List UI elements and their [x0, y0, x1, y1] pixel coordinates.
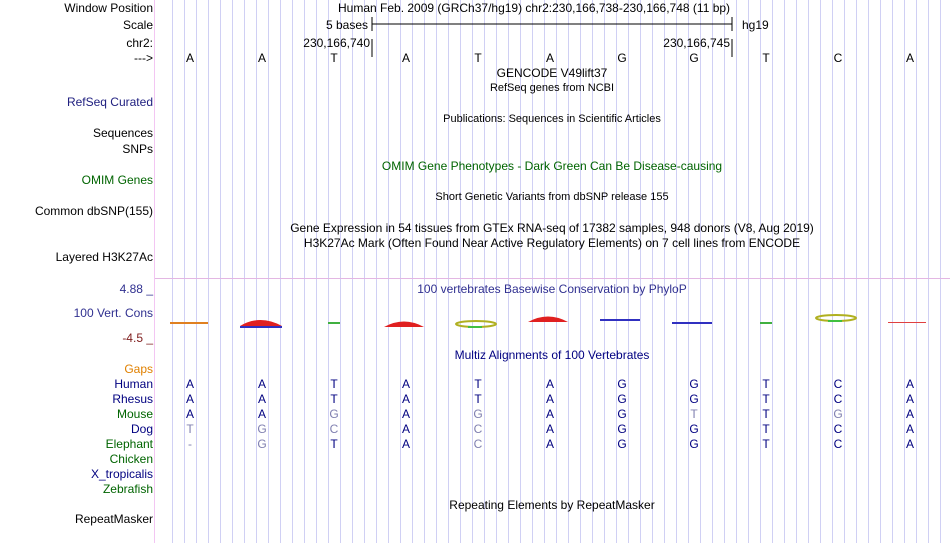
conservation-logo-green-flat	[310, 314, 358, 330]
gridline	[676, 0, 677, 543]
species-label[interactable]: Dog	[130, 422, 153, 436]
species-label[interactable]: Zebrafish	[102, 482, 153, 496]
omim-track-label[interactable]: OMIM Genes	[81, 173, 153, 187]
aligned-base: A	[401, 392, 410, 406]
aligned-base: C	[833, 422, 843, 436]
aligned-base: A	[185, 407, 194, 421]
conservation-logo-orange-flat	[166, 314, 214, 330]
species-label[interactable]: Chicken	[109, 452, 153, 466]
conservation-logo-yellow-green-oval	[454, 314, 502, 330]
conservation-logo-red-peak	[526, 309, 574, 325]
aligned-base: T	[762, 392, 770, 406]
gridline	[760, 0, 761, 543]
aligned-base: T	[762, 377, 770, 391]
aligned-base: G	[689, 392, 699, 406]
aligned-base: A	[545, 407, 554, 421]
gridline	[412, 0, 413, 543]
gridline	[724, 0, 725, 543]
gridline	[448, 0, 449, 543]
conservation-logo-red-peak	[382, 314, 430, 330]
gridline	[628, 0, 629, 543]
gridline	[184, 0, 185, 543]
gridline	[832, 0, 833, 543]
gridline	[928, 0, 929, 543]
dbsnp-track-label[interactable]: Common dbSNP(155)	[34, 204, 153, 218]
gridline	[328, 0, 329, 543]
reference-base: C	[833, 51, 843, 65]
gridline	[292, 0, 293, 543]
publications-track-title[interactable]: Publications: Sequences in Scientific Articles	[443, 113, 661, 125]
aligned-base: G	[617, 437, 627, 451]
gridline	[244, 0, 245, 543]
gridline	[688, 0, 689, 543]
gridline	[388, 0, 389, 543]
gencode-track-title[interactable]: GENCODE V49lift37	[496, 66, 608, 80]
gridline	[436, 0, 437, 543]
dbsnp-track-title[interactable]: Short Genetic Variants from dbSNP release 155	[435, 191, 669, 203]
gridline	[208, 0, 209, 543]
aligned-base: G	[617, 407, 627, 421]
gridline	[640, 0, 641, 543]
gridline	[856, 0, 857, 543]
aligned-base: G	[617, 392, 627, 406]
conservation-logo-blue-flat	[598, 311, 646, 327]
repeat-track-label[interactable]: RepeatMasker	[74, 512, 153, 526]
aligned-base: G	[473, 407, 483, 421]
conservation-logo-blue-flat	[670, 314, 718, 330]
gridline	[892, 0, 893, 543]
cons-max-label: 4.88 _	[119, 282, 153, 296]
aligned-base: C	[329, 422, 339, 436]
reference-base: T	[330, 51, 338, 65]
refseq-track-label[interactable]: RefSeq Curated	[66, 95, 153, 109]
gridline	[376, 0, 377, 543]
conservation-logo-red-peak-blue-base	[238, 314, 286, 330]
species-label[interactable]: Mouse	[116, 407, 153, 421]
gridline	[916, 0, 917, 543]
gridline	[364, 0, 365, 543]
aligned-base: A	[545, 377, 554, 391]
scale-text: 5 bases	[325, 18, 368, 32]
chrom-label: chr2:	[126, 36, 153, 50]
cons-track-label[interactable]: 100 Vert. Cons	[73, 306, 153, 320]
conservation-logo-red-flat	[886, 314, 934, 330]
aligned-base: A	[545, 392, 554, 406]
gridline	[172, 0, 173, 543]
aligned-base: A	[401, 422, 410, 436]
conservation-logo-green-flat	[742, 314, 790, 330]
gridline	[280, 0, 281, 543]
gridline	[196, 0, 197, 543]
aligned-base: C	[833, 392, 843, 406]
conservation-logo-yellow-green-oval	[814, 308, 862, 324]
aligned-base: A	[905, 437, 914, 451]
coord-right: 230,166,745	[663, 36, 730, 50]
aligned-base: A	[257, 407, 266, 421]
aligned-base: G	[689, 437, 699, 451]
reference-base: A	[545, 51, 554, 65]
aligned-base: A	[545, 437, 554, 451]
aligned-base: A	[401, 377, 410, 391]
aligned-base: C	[473, 437, 483, 451]
aligned-base: A	[185, 392, 194, 406]
gridline	[940, 0, 941, 543]
aligned-base: T	[762, 437, 770, 451]
gridline	[880, 0, 881, 543]
gridline	[820, 0, 821, 543]
gridline	[904, 0, 905, 543]
assembly-label: hg19	[742, 18, 769, 32]
gridline	[400, 0, 401, 543]
gridline	[796, 0, 797, 543]
gridline	[748, 0, 749, 543]
aligned-base: T	[330, 437, 338, 451]
reference-base: G	[617, 51, 627, 65]
gridline	[304, 0, 305, 543]
aligned-base: A	[905, 392, 914, 406]
aligned-base: T	[690, 407, 698, 421]
scale-label: Scale	[122, 18, 153, 32]
coord-left: 230,166,740	[303, 36, 370, 50]
aligned-base: T	[474, 392, 482, 406]
gridline	[424, 0, 425, 543]
aligned-base: G	[257, 422, 267, 436]
strand-label: --->	[134, 51, 153, 65]
aligned-base: G	[833, 407, 843, 421]
gridline	[772, 0, 773, 543]
gridline	[808, 0, 809, 543]
gridline	[268, 0, 269, 543]
species-label[interactable]: Elephant	[105, 437, 153, 451]
gridline	[256, 0, 257, 543]
reference-base: T	[474, 51, 482, 65]
gridline	[232, 0, 233, 543]
aligned-base: G	[257, 437, 267, 451]
reference-base: G	[689, 51, 699, 65]
gridline	[736, 0, 737, 543]
aligned-base: G	[617, 422, 627, 436]
aligned-base: A	[401, 437, 410, 451]
aligned-base: T	[330, 392, 338, 406]
gridline	[712, 0, 713, 543]
aligned-base: A	[257, 392, 266, 406]
aligned-base: T	[330, 377, 338, 391]
gridline	[340, 0, 341, 543]
aligned-base: A	[905, 407, 914, 421]
position-title: Human Feb. 2009 (GRCh37/hg19) chr2:230,166,738-230,166,748 (11 bp)	[338, 1, 731, 15]
gridline	[844, 0, 845, 543]
species-label[interactable]: X_tropicalis	[90, 467, 153, 481]
reference-base: A	[401, 51, 410, 65]
gridline	[700, 0, 701, 543]
aligned-base: T	[186, 422, 194, 436]
reference-base: A	[905, 51, 914, 65]
gridline	[868, 0, 869, 543]
aligned-base: A	[545, 422, 554, 436]
aligned-base: G	[329, 407, 339, 421]
aligned-base: G	[689, 377, 699, 391]
aligned-base: C	[833, 437, 843, 451]
repeat-track-title[interactable]: Repeating Elements by RepeatMasker	[449, 498, 655, 512]
aligned-base: A	[185, 377, 194, 391]
sequences-track-label[interactable]: Sequences	[92, 126, 153, 140]
refseq-track-title[interactable]: RefSeq genes from NCBI	[489, 82, 615, 94]
aligned-base: A	[401, 407, 410, 421]
track-separator	[155, 278, 950, 279]
gtex-track-title[interactable]: Gene Expression in 54 tissues from GTEx RNA-seq of 17382 samples, 948 donors (V8, Aug 2019)	[290, 221, 814, 235]
aligned-base: T	[762, 422, 770, 436]
gaps-track-label[interactable]: Gaps	[124, 362, 153, 376]
gridline	[472, 0, 473, 543]
aligned-base: G	[689, 422, 699, 436]
h3k27-track-label[interactable]: Layered H3K27Ac	[55, 250, 153, 264]
gridline	[484, 0, 485, 543]
h3k27-track-title[interactable]: H3K27Ac Mark (Often Found Near Active Regulatory Elements) on 7 cell lines from ENCODE	[303, 236, 801, 250]
window-position-label: Window Position	[64, 1, 153, 15]
multiz-track-title[interactable]: Multiz Alignments of 100 Vertebrates	[454, 348, 650, 362]
gridline	[316, 0, 317, 543]
gridline	[652, 0, 653, 543]
gridline	[220, 0, 221, 543]
reference-base: A	[257, 51, 266, 65]
reference-base: T	[762, 51, 770, 65]
gridline	[616, 0, 617, 543]
aligned-base: G	[617, 377, 627, 391]
species-label[interactable]: Human	[114, 377, 153, 391]
snps-track-label[interactable]: SNPs	[122, 142, 153, 156]
aligned-base: T	[762, 407, 770, 421]
aligned-base: C	[473, 422, 483, 436]
gridline	[784, 0, 785, 543]
gridline	[352, 0, 353, 543]
omim-track-title[interactable]: OMIM Gene Phenotypes - Dark Green Can Be Disease-causing	[381, 159, 723, 173]
aligned-base: -	[188, 437, 192, 451]
cons-track-title[interactable]: 100 vertebrates Basewise Conservation by PhyloP	[417, 282, 687, 296]
cons-min-label: -4.5 _	[122, 331, 153, 345]
aligned-base: A	[257, 377, 266, 391]
aligned-base: C	[833, 377, 843, 391]
aligned-base: A	[905, 422, 914, 436]
species-label[interactable]: Rhesus	[112, 392, 153, 406]
aligned-base: T	[474, 377, 482, 391]
reference-base: A	[185, 51, 194, 65]
aligned-base: A	[905, 377, 914, 391]
gridline	[460, 0, 461, 543]
gridline	[664, 0, 665, 543]
